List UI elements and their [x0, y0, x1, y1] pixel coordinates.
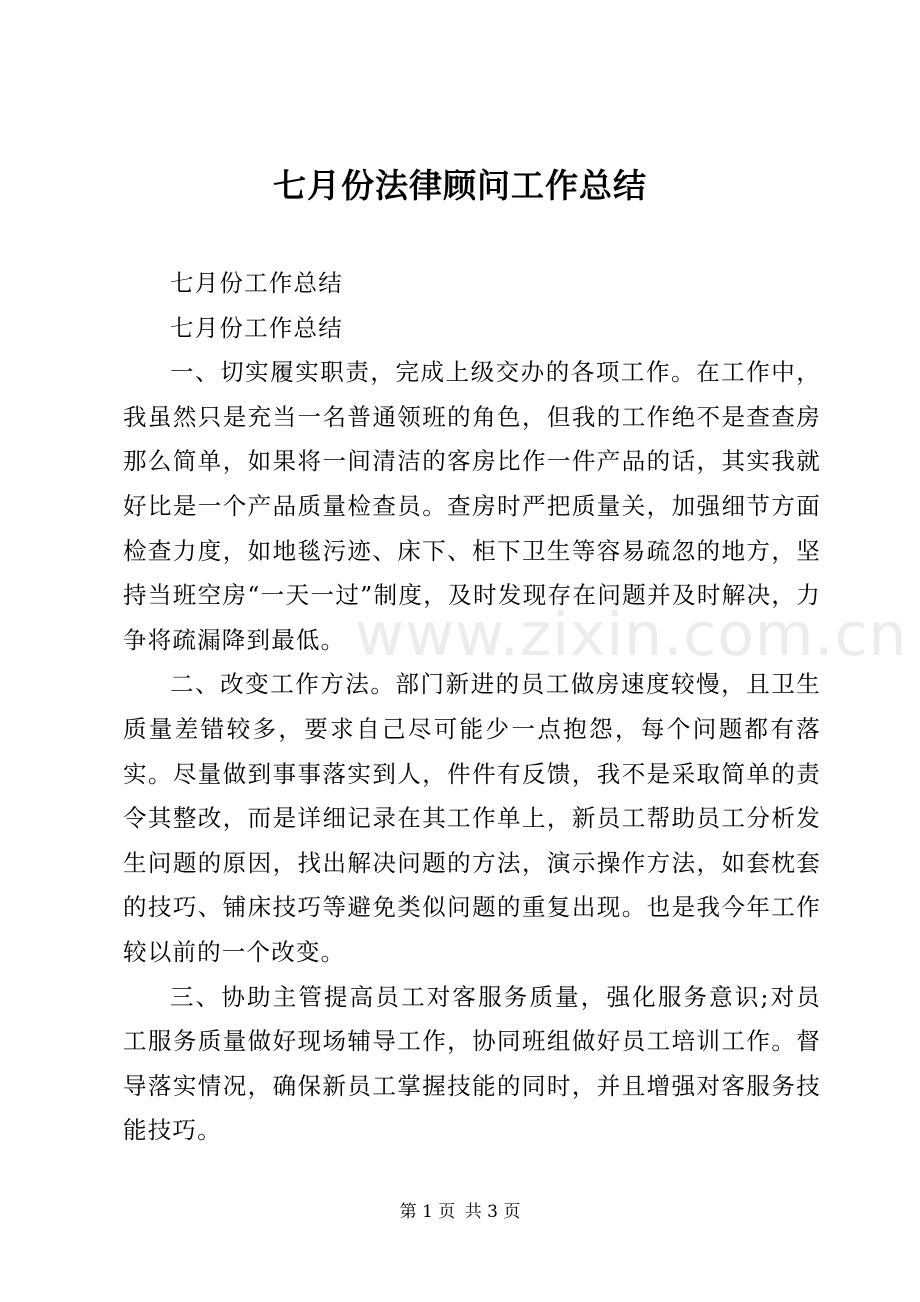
- page-footer: [0, 1200, 920, 1224]
- paragraph-section-1: 一、切实履实职责，完成上级交办的各项工作。在工作中，我虽然只是充当一名普通领班的角色，但我的工作绝不是查查房那么简单，如果将一间清洁的客房比作一件产品的话，其实我就好比是一个产品质量检查员。查房时严把质量关，加强细节方面检查力度，如地毯污迹、床下、柜下卫生等容易疏忽的地方，坚持当班空房“一天一过”制度，及时发现存在问题并及时解决，力争将疏漏降到最低。: [123, 358, 821, 654]
- paragraph-section-3: 三、协助主管提高员工对客服务质量，强化服务意识;对员工服务质量做好现场辅导工作，协同班组做好员工培训工作。督导落实情况，确保新员工掌握技能的同时，并且增强对客服务技能技巧。: [123, 982, 821, 1145]
- page-number-current: 第 1 页: [399, 1202, 456, 1222]
- watermark: www.zixin.com.cn: [355, 600, 908, 670]
- paragraph-subtitle-2: 七月份工作总结: [170, 313, 343, 342]
- paragraph-section-2: 二、改变工作方法。部门新进的员工做房速度较慢，且卫生质量差错较多，要求自己尽可能少一点抱怨，每个问题都有落实。尽量做到事事落实到人，件件有反馈，我不是采取简单的责令其整改，而是详细记录在其工作单上，新员工帮助员工分析发生问题的原因，找出解决问题的方法，演示操作方法，如套枕套的技巧、铺床技巧等避免类似问题的重复出现。也是我今年工作较以前的一个改变。: [123, 670, 821, 966]
- paragraph-subtitle-1: 七月份工作总结: [170, 269, 343, 297]
- document-body: [123, 261, 821, 1153]
- document-title: 七月份法律顾问工作总结: [273, 166, 647, 205]
- page-number-total: 共 3 页: [464, 1202, 521, 1222]
